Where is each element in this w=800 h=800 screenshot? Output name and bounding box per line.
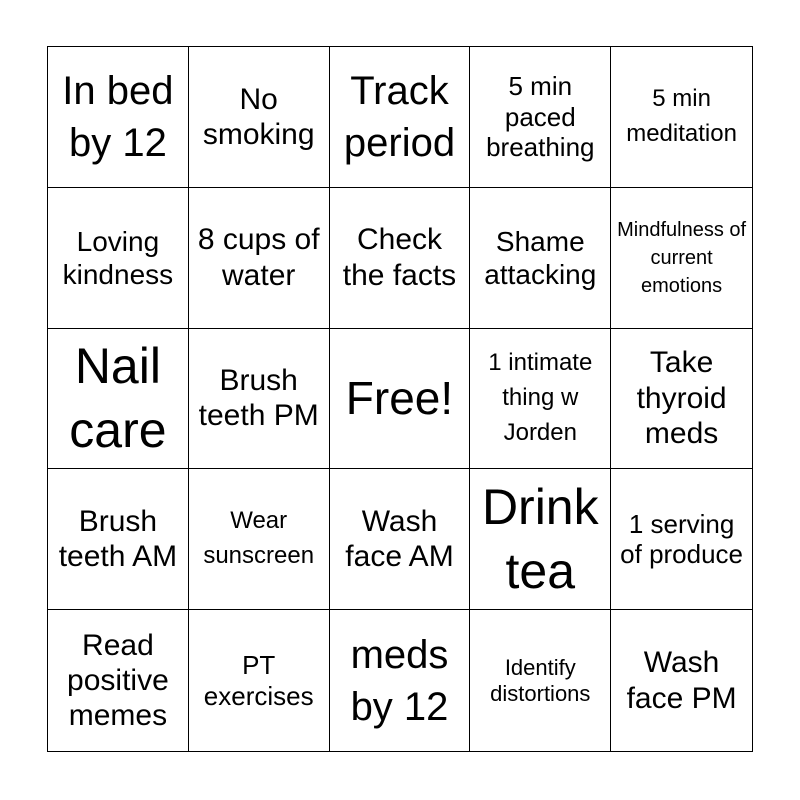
cell-label: Track period [343,68,456,165]
cell-label: Wash face AM [345,504,454,574]
bingo-cell[interactable] [189,188,330,329]
cell-label: Loving kindness [62,225,174,290]
bingo-cell[interactable] [48,47,189,188]
free-space[interactable] [330,329,471,470]
bingo-cell[interactable] [189,329,330,470]
cell-label: Brush teeth PM [198,364,319,433]
cell-label: Brush teeth AM [58,504,178,574]
bingo-board [47,46,753,752]
cell-label: In bed by 12 [62,68,174,165]
cell-label: Nail care [69,338,167,459]
bingo-cell[interactable] [611,188,752,329]
cell-label: Check the facts [342,223,457,292]
cell-label: meds by 12 [350,632,449,729]
cell-label: PT exercises [203,649,314,711]
bingo-cell[interactable] [611,329,752,470]
bingo-cell[interactable] [189,47,330,188]
bingo-cell[interactable] [330,188,471,329]
cell-label: No smoking [202,82,315,151]
bingo-cell[interactable] [470,188,611,329]
cell-label: 8 cups of water [197,223,320,292]
bingo-cell[interactable] [611,47,752,188]
cell-label: Read positive memes [67,628,169,733]
cell-label: 5 min paced breathing [486,70,595,163]
cell-label: 5 min meditation [626,85,737,147]
bingo-cell[interactable] [470,610,611,751]
bingo-cell[interactable] [330,610,471,751]
bingo-cell[interactable] [611,610,752,751]
cell-label: Wear sunscreen [203,507,315,570]
bingo-cell[interactable] [48,610,189,751]
bingo-cell[interactable] [470,329,611,470]
bingo-cell[interactable] [189,469,330,610]
cell-label: Free! [345,372,454,425]
bingo-cell[interactable] [470,47,611,188]
cell-label: Drink tea [481,479,599,600]
cell-label: Shame attacking [484,225,597,290]
bingo-cell[interactable] [470,469,611,610]
cell-label: 1 intimate thing w Jorden [488,349,593,446]
bingo-cell[interactable] [330,47,471,188]
bingo-cell[interactable] [330,469,471,610]
bingo-cell[interactable] [48,469,189,610]
cell-label: 1 serving of produce [620,508,744,570]
bingo-cell[interactable] [48,188,189,329]
bingo-cell[interactable] [189,610,330,751]
cell-label: Wash face PM [626,646,737,715]
bingo-cell[interactable] [48,329,189,470]
bingo-cell[interactable] [611,469,752,610]
cell-label: Take thyroid meds [636,346,727,451]
cell-label: Identify distortions [490,654,591,706]
cell-label: Mindfulness of current emotions [617,218,747,297]
